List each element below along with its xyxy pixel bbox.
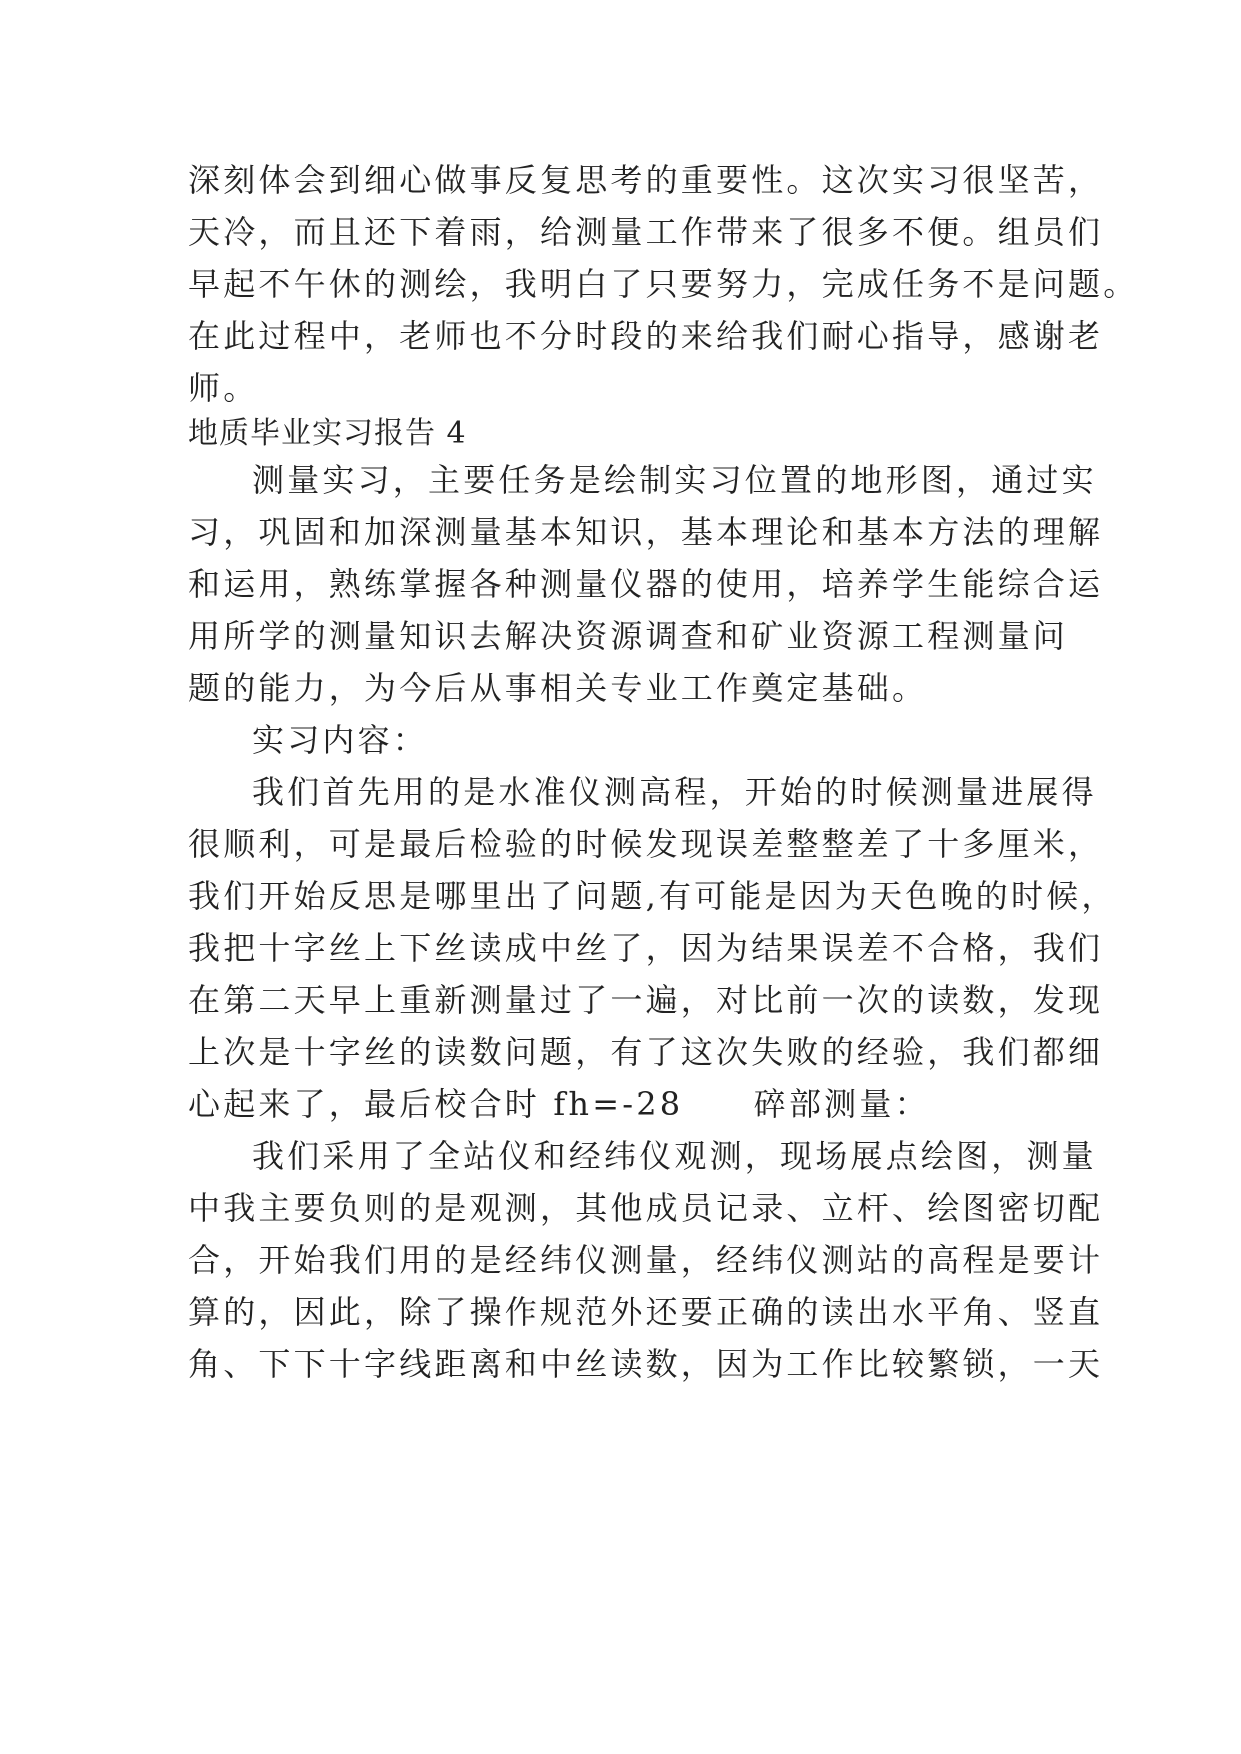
text-line: 习，巩固和加深测量基本知识，基本理论和基本方法的理解 xyxy=(188,513,1104,551)
text-line: 天冷，而且还下着雨，给测量工作带来了很多不便。组员们 xyxy=(188,213,1104,251)
text-line: 合，开始我们用的是经纬仪测量，经纬仪测站的高程是要计 xyxy=(188,1241,1104,1279)
text-line: 我们首先用的是水准仪测高程，开始的时候测量进展得 xyxy=(252,773,1097,811)
text-line: 深刻体会到细心做事反复思考的重要性。这次实习很坚苦， xyxy=(188,161,1104,199)
text-line: 用所学的测量知识去解决资源调查和矿业资源工程测量问 xyxy=(188,617,1069,655)
text-line: 在此过程中，老师也不分时段的来给我们耐心指导，感谢老 xyxy=(188,317,1104,355)
text-line: 测量实习，主要任务是绘制实习位置的地形图，通过实 xyxy=(252,461,1097,499)
text-line: 角、下下十字线距离和中丝读数，因为工作比较繁锁，一天 xyxy=(188,1345,1104,1383)
text-line: 心起来了，最后校合时 fh=-28 碎部测量： xyxy=(188,1085,930,1123)
text-line: 实习内容： xyxy=(252,721,429,759)
text-line: 算的，因此，除了操作规范外还要正确的读出水平角、竖直 xyxy=(188,1293,1104,1331)
section-heading: 地质毕业实习报告 4 xyxy=(188,416,467,451)
text-line: 和运用，熟练掌握各种测量仪器的使用，培养学生能综合运 xyxy=(188,565,1104,603)
text-line: 中我主要负则的是观测，其他成员记录、立杆、绘图密切配 xyxy=(188,1189,1104,1227)
text-line: 早起不午休的测绘，我明白了只要努力，完成任务不是问题。 xyxy=(188,265,1139,303)
text-line: 我们开始反思是哪里出了问题,有可能是因为天色晚的时候， xyxy=(188,877,1117,915)
text-line: 我们采用了全站仪和经纬仪观测，现场展点绘图，测量 xyxy=(252,1137,1097,1175)
text-line: 师。 xyxy=(188,369,259,407)
text-line: 上次是十字丝的读数问题，有了这次失败的经验，我们都细 xyxy=(188,1033,1104,1071)
text-line: 题的能力，为今后从事相关专业工作奠定基础。 xyxy=(188,669,928,707)
text-line: 在第二天早上重新测量过了一遍，对比前一次的读数，发现 xyxy=(188,981,1104,1019)
text-line: 很顺利，可是最后检验的时候发现误差整整差了十多厘米， xyxy=(188,825,1104,863)
text-line: 我把十字丝上下丝读成中丝了，因为结果误差不合格，我们 xyxy=(188,929,1104,967)
